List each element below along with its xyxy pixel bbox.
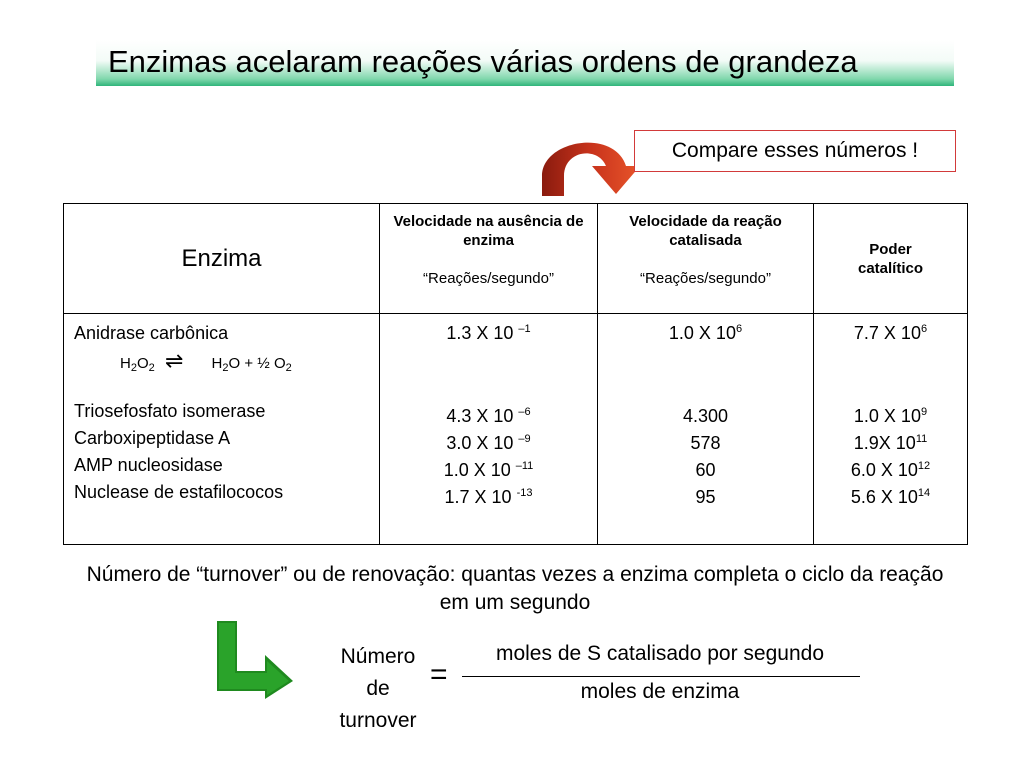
enzyme-name: AMP nucleosidase bbox=[74, 455, 223, 475]
uncatalyzed-value: 4.3 X 10 $^{-6}$ bbox=[446, 406, 531, 426]
uncatalyzed-value: 3.0 X 10 $^{-9}$ bbox=[446, 433, 531, 453]
eq-o: O bbox=[136, 355, 149, 372]
enzyme-name: Triosefosfato isomerase bbox=[74, 401, 266, 421]
catalyzed-value: 578 bbox=[690, 433, 721, 453]
enzyme-name: Carboxipeptidase A bbox=[74, 428, 231, 448]
enzyme-column bbox=[64, 314, 380, 545]
turnover-label bbox=[328, 641, 428, 737]
formula-numerator: moles de S catalisado por segundo bbox=[495, 642, 825, 665]
eq-sub: 2 bbox=[222, 362, 229, 374]
turnover-label-line: turnover bbox=[339, 709, 417, 732]
turnover-label-line: de bbox=[366, 677, 390, 700]
catalyzed-value: 4.300 bbox=[682, 406, 729, 426]
uncatalyzed-value: 1.3 X 10 $^{-1}$ bbox=[446, 323, 531, 343]
catalyzed-column bbox=[598, 314, 814, 545]
header-catalytic-power-label: Poder catalítico bbox=[857, 240, 924, 277]
header-uncatalyzed-title: Velocidade na ausência de enzima bbox=[393, 213, 584, 249]
fraction-bar bbox=[462, 676, 860, 677]
header-catalytic-power bbox=[814, 204, 968, 314]
catalyzed-value: 60 bbox=[695, 460, 716, 480]
eq-sub: 2 bbox=[130, 362, 137, 374]
eq-o2: O + ½ O bbox=[228, 355, 286, 372]
header-catalyzed-unit: “Reações/segundo” bbox=[640, 270, 771, 287]
green-bent-arrow-icon bbox=[215, 619, 295, 701]
catalytic-power-value: 1.9X $10^{11}$ bbox=[853, 433, 928, 453]
turnover-label-line: Número bbox=[340, 645, 416, 668]
header-catalyzed-title: Velocidade da reação catalisada bbox=[629, 213, 782, 249]
equilibrium-arrow-icon: ⇌ bbox=[164, 348, 184, 373]
eq-h: H bbox=[120, 355, 131, 372]
catalyzed-value: 95 bbox=[695, 487, 716, 507]
compare-callout: Compare esses números ! bbox=[634, 130, 956, 172]
catalytic-power-value: 1.0 X $10^9$ bbox=[853, 406, 928, 426]
catalyzed-value: 1.0 X $10^6$ bbox=[668, 323, 743, 343]
enzyme-name: Nuclease de estafilococos bbox=[74, 482, 284, 502]
formula-denominator: moles de enzima bbox=[580, 680, 740, 703]
equals-sign: = bbox=[430, 658, 448, 691]
header-uncatalyzed-unit: “Reações/segundo” bbox=[423, 270, 554, 287]
uncatalyzed-column bbox=[380, 314, 598, 545]
header-catalyzed bbox=[598, 204, 814, 314]
header-uncatalyzed bbox=[380, 204, 598, 314]
turnover-definition: Número de “turnover” ou de renovação: quantas vezes a enzima completa o ciclo da reação em um segundo bbox=[86, 563, 944, 614]
uncatalyzed-value: 1.0 X 10 $^{-11}$ bbox=[443, 460, 534, 480]
catalytic-power-column bbox=[814, 314, 968, 545]
header-enzyme: Enzima bbox=[64, 204, 380, 314]
eq-sub: 2 bbox=[285, 362, 292, 374]
eq-h: H bbox=[211, 355, 223, 372]
enzyme-name: Anidrase carbônica bbox=[74, 323, 229, 343]
page-title: Enzimas acelaram reações várias ordens de grandeza bbox=[108, 44, 858, 79]
catalysis-table bbox=[63, 203, 967, 545]
reaction-equation bbox=[74, 347, 379, 377]
catalytic-power-value: 5.6 X $10^{14}$ bbox=[850, 487, 931, 507]
catalytic-power-value: 7.7 X $10^6$ bbox=[853, 323, 928, 343]
eq-sub: 2 bbox=[148, 362, 155, 374]
catalytic-power-value: 6.0 X $10^{12}$ bbox=[850, 460, 931, 480]
uncatalyzed-value: 1.7 X 10 $^{-13}$ bbox=[444, 487, 533, 507]
